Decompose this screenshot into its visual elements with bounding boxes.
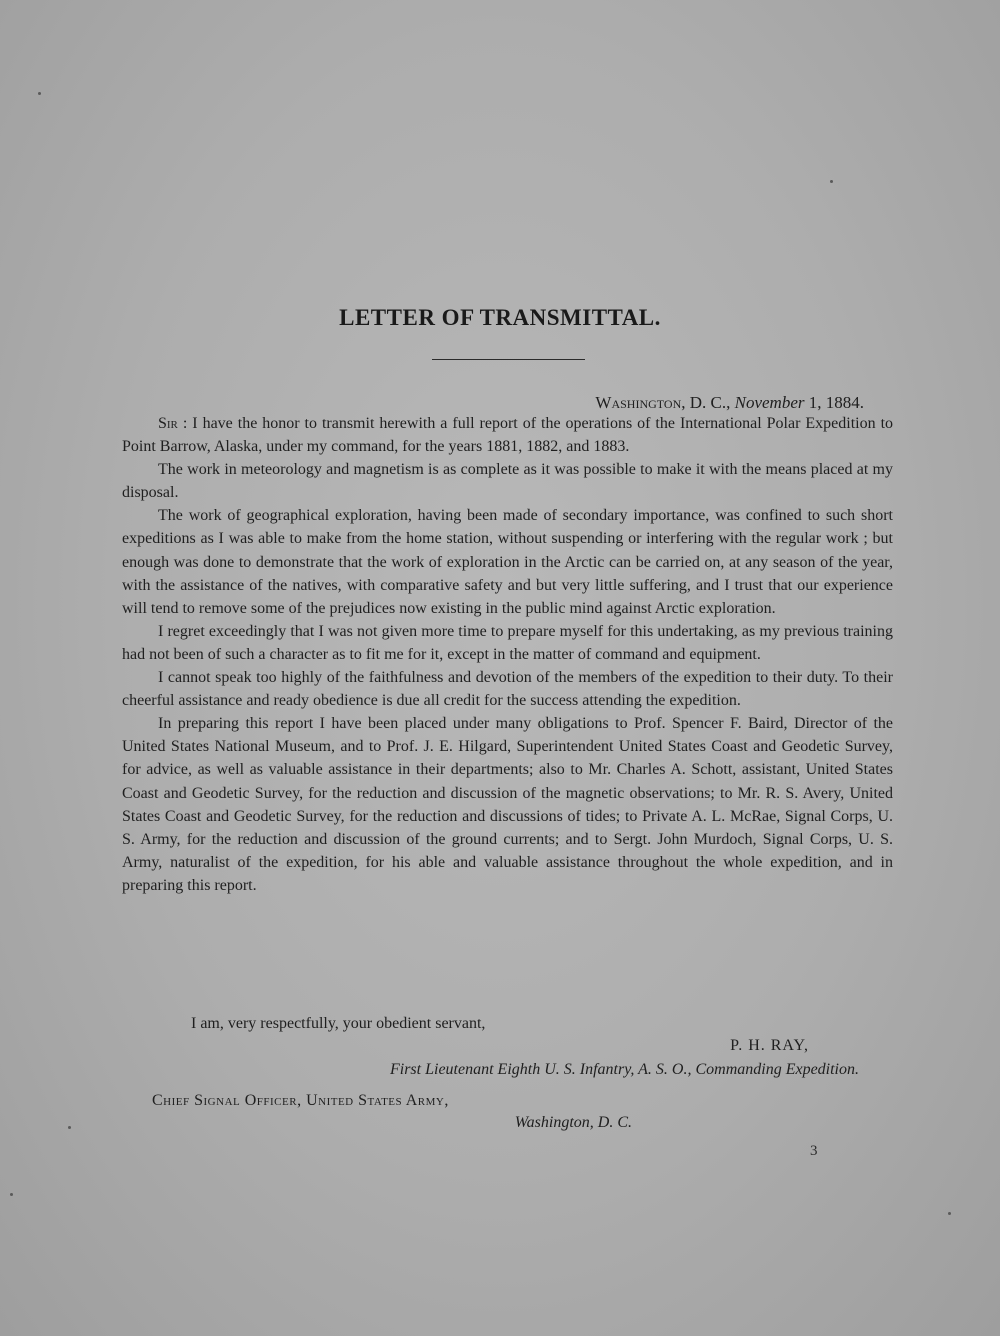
document-title: LETTER OF TRANSMITTAL. xyxy=(339,305,661,330)
paragraph xyxy=(122,412,893,458)
paper-speck xyxy=(948,1212,951,1215)
addressee: Chief Signal Officer, United States Army, xyxy=(152,1092,449,1109)
paragraph: In preparing this report I have been placed under many obligations to Prof. Spencer F. Baird, Director of the United States National Museum, and to Prof. J. E. Hilgard, Superintendent United States Coast and Geodetic Survey, for advice, as well as valuable assistance in their departments; also to Mr. Charles A. Schott, assistant, United States Coast and Geodetic Survey, for the reduction and discussion of the magnetic observations; to Mr. R. S. Avery, United States Coast and Geodetic Survey, for the reduction and discussions of tides; to Private A. L. McRae, Signal Corps, U. S. Army, for the reduction and discussion of the ground currents; and to Sergt. John Murdoch, Signal Corps, U. S. Army, naturalist of the expedition, for his able and valuable assistance throughout the whole expedition, and in preparing this report. xyxy=(122,715,893,894)
title-rule xyxy=(432,359,585,360)
dateline-place: Washington, D. C., xyxy=(595,393,731,412)
dateline-date: November xyxy=(734,393,805,412)
page-number: 3 xyxy=(810,1143,818,1159)
dateline-year: 1, 1884. xyxy=(808,393,864,412)
signer-title: First Lieutenant Eighth U. S. Infantry, A. S. O., Commanding Expedition. xyxy=(389,1061,859,1078)
paper-speck xyxy=(830,180,833,183)
paragraph: I regret exceedingly that I was not given more time to prepare myself for this undertaking, as my previous training had not been of such a character as to fit me for it, except in the matter of command and equipment. xyxy=(122,622,893,663)
paragraph: I cannot speak too highly of the faithfulness and devotion of the members of the expedition to their duty. To their cheerful assistance and ready obedience is due all credit for the success attending the expedition. xyxy=(122,669,893,710)
salutation: Sir : xyxy=(158,415,188,432)
address-place: Washington, D. C. xyxy=(514,1114,632,1131)
dateline xyxy=(500,393,864,413)
paragraph-text: I have the honor to transmit herewith a full report of the operations of the International Polar Expedition to Point Barrow, Alaska, under my command, for the years 1881, 1882, and 1883. xyxy=(122,415,894,456)
letter-body xyxy=(122,412,893,897)
paragraph: The work in meteorology and magnetism is as complete as it was possible to make it with the means placed at my disposal. xyxy=(122,461,893,502)
paper-speck xyxy=(38,92,41,95)
paper-speck xyxy=(68,1126,71,1129)
signature: P. H. RAY, xyxy=(730,1037,809,1054)
paper-speck xyxy=(10,1193,13,1196)
closing-line: I am, very respectfully, your obedient servant, xyxy=(191,1015,486,1032)
paragraph: The work of geographical exploration, having been made of secondary importance, was confined to such short expeditions as I was able to make from the home station, without suspending or interfering with the regular work ; but enough was done to demonstrate that the work of exploration in the Arctic can be carried on, at any season of the year, with the assistance of the natives, with comparative safety and but very little suffering, and I trust that our experience will tend to remove some of the prejudices now existing in the public mind against Arctic exploration. xyxy=(122,507,893,617)
